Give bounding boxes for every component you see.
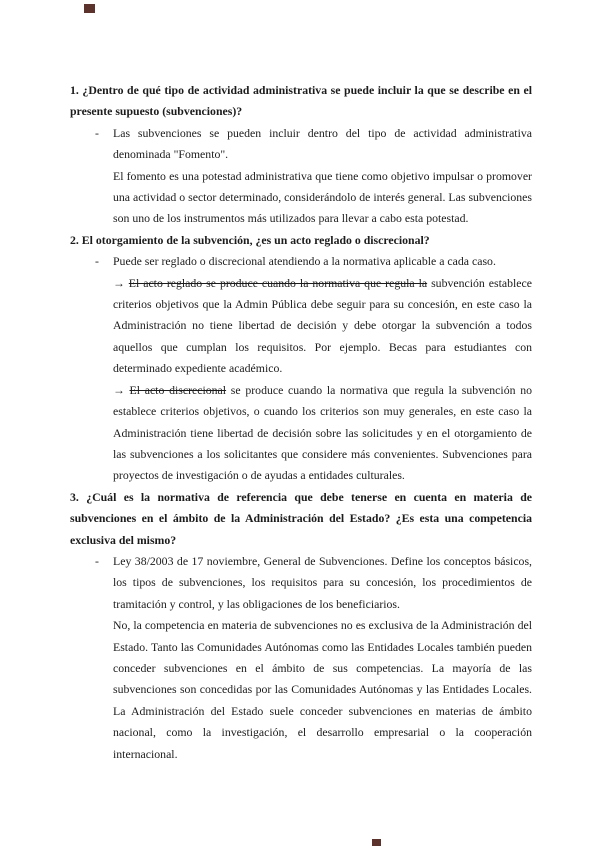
acto-discrecional-paragraph (113, 380, 532, 487)
bullet-dash: - (95, 254, 99, 269)
arrow-right-icon: → (113, 275, 125, 290)
answer-1-text (113, 123, 532, 230)
answer-3-item (95, 551, 532, 765)
answer-2-item (95, 251, 532, 486)
question-2-title: 2. El otorgamiento de la subvención, ¿es un acto reglado o discrecional? (70, 232, 430, 247)
acto-discrecional-rest-text: se produce cuando la normativa que regula la subvención no establece criterios objetivos, o cuando los criterios son muy generales, en este caso la Administración tiene libertad de decisión sobre las solicitudes y en el otorgamiento de las subvenciones a los solicitantes que considere más convenientes. Subvenciones para proyectos de investigación o de ayudas a entidades culturales. (113, 382, 532, 483)
document-content (70, 80, 532, 765)
answer-1-item (95, 123, 532, 230)
bullet-dash: - (95, 125, 99, 140)
answer-3-text (113, 551, 532, 765)
answer-1-paragraph-2: El fomento es una potestad administrativa que tiene como objetivo impulsar o promover una actividad o sector determinado, considerándolo de interés general. Las subvenciones son uno de los instrumentos más utilizados para llevar a cabo esta potestad. (113, 168, 532, 226)
page-artifact-top (84, 4, 95, 13)
acto-reglado-rest-text: subvención establece criterios objetivos que la Admin Pública debe seguir para su concesión, en este caso la Administración no tiene libertad de decisión y debe otorgar la subvención a todos aquellos que cumplan los requisitos. Por ejemplo. Becas para estudiantes con determinado expediente académico. (113, 275, 533, 376)
answer-3-paragraph-1: Ley 38/2003 de 17 noviembre, General de Subvenciones. Define los conceptos básicos, los tipos de subvenciones, los requisitos para su concesión, los procedimientos de tramitación y control, y las obligaciones de los beneficiarios. (113, 553, 532, 611)
page-artifact-bottom (372, 839, 381, 846)
question-3-title: 3. ¿Cuál es la normativa de referencia que debe tenerse en cuenta en materia de subvenciones en el ámbito de la Administración del Estado? ¿Es esta una competencia exclusiva del mismo? (70, 489, 532, 547)
answer-3-paragraph-2: No, la competencia en materia de subvenciones no es exclusiva de la Administración del Estado. Tanto las Comunidades Autónomas como las Entidades Locales también pueden conceder subvenciones en el ámbito de sus competencias. La mayoría de las subvenciones son concedidas por las Comunidades Autónomas y las Entidades Locales. La Administración del Estado suele conceder subvenciones en materias de ámbito nacional, como la investigación, el desarrollo empresarial o la cooperación internacional. (113, 618, 532, 761)
answer-2-text (113, 251, 532, 486)
answer-1-paragraph-1: Las subvenciones se pueden incluir dentro del tipo de actividad administrativa denominada "Fomento". (113, 125, 532, 162)
arrow-right-icon: → (113, 382, 125, 397)
question-1-title: 1. ¿Dentro de qué tipo de actividad administrativa se puede incluir la que se describe en el presente supuesto (subvenciones)? (70, 83, 532, 119)
acto-reglado-paragraph (113, 273, 532, 380)
answer-2-paragraph-1: Puede ser reglado o discrecional atendiendo a la normativa aplicable a cada caso. (113, 254, 496, 269)
acto-reglado-struck-text: El acto reglado se produce cuando la normativa que regula la (128, 275, 428, 290)
acto-discrecional-struck-text: El acto discrecional (129, 382, 227, 397)
bullet-dash: - (95, 553, 99, 568)
